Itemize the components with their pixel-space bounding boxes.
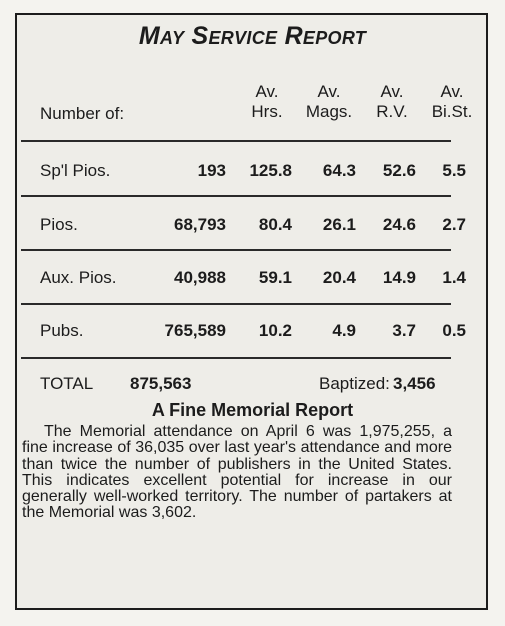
memorial-heading: A Fine Memorial Report [151, 400, 354, 420]
divider [21, 195, 451, 197]
row-avg-hrs: 125.8 [249, 161, 292, 180]
row-avg-bist: 1.4 [442, 268, 466, 287]
row-avg-bist: 2.7 [442, 215, 466, 234]
divider [21, 303, 451, 305]
row-avg-mags: 64.3 [322, 161, 356, 180]
baptized-label: Baptized: [319, 374, 390, 393]
row-avg-mags: 26.1 [322, 215, 356, 234]
divider [21, 140, 451, 142]
row-avg-rv: 3.7 [392, 321, 416, 340]
row-avg-rv: 52.6 [382, 161, 416, 180]
row-avg-rv: 24.6 [382, 215, 416, 234]
row-number: 193 [197, 161, 226, 180]
memorial-paragraph: The Memorial attendance on April 6 was 1,975,255, a fine increase of 36,035 over last year's attendance and more than twice the number of publishers in the United States. This indicates excellent potential for increase in our generally well-worked territory. The number of partakers at the Memorial was 3,602. [22, 423, 452, 522]
row-avg-mags: 20.4 [322, 268, 356, 287]
row-avg-bist: 0.5 [442, 321, 466, 340]
total-label: TOTAL [40, 374, 94, 393]
column-header-mags: Av. Mags. [305, 82, 353, 121]
row-number: 40,988 [174, 268, 226, 287]
divider [21, 249, 451, 251]
column-header-rv: Av. R.V. [376, 82, 408, 121]
row-number: 765,589 [164, 321, 226, 340]
row-avg-bist: 5.5 [442, 161, 466, 180]
column-header-bist: Av. Bi.St. [431, 82, 473, 121]
number-of-header: Number of: [40, 104, 125, 123]
row-label: Aux. Pios. [40, 268, 117, 287]
row-number: 68,793 [174, 215, 226, 234]
total-number: 875,563 [130, 374, 192, 393]
baptized-value: 3,456 [393, 374, 436, 393]
row-avg-hrs: 10.2 [258, 321, 292, 340]
column-header-hrs: Av. Hrs. [251, 82, 283, 121]
row-avg-hrs: 80.4 [258, 215, 292, 234]
row-label: Sp'l Pios. [40, 161, 111, 180]
divider [21, 357, 451, 359]
report-title: May Service Report [138, 22, 367, 50]
row-label: Pubs. [40, 321, 84, 340]
row-avg-hrs: 59.1 [258, 268, 292, 287]
row-avg-mags: 4.9 [332, 321, 356, 340]
row-avg-rv: 14.9 [382, 268, 416, 287]
row-label: Pios. [40, 215, 78, 234]
